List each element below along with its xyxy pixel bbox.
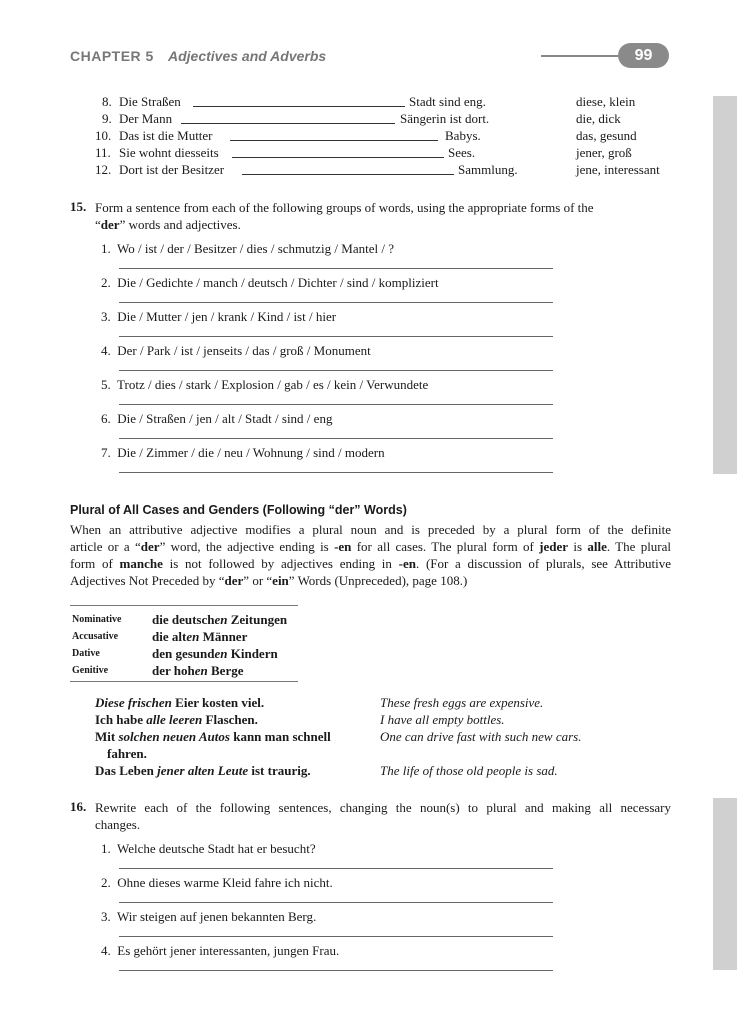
- exercise-item: 4. Es gehört jener interessanten, jungen Frau.: [101, 943, 340, 958]
- fill-blank-item: 9. Der Mann Sängerin ist dort. die, dick: [102, 111, 621, 126]
- answer-line[interactable]: [119, 936, 553, 937]
- exercise-item: 2. Ohne dieses warme Kleid fahre ich nicht.: [101, 875, 333, 890]
- answer-line[interactable]: [119, 902, 553, 903]
- answer-line[interactable]: [119, 404, 553, 405]
- exercise-item: 4. Der / Park / ist / jenseits / das / groß / Monument: [101, 343, 371, 358]
- example-english: These fresh eggs are expensive.: [380, 695, 544, 710]
- answer-line[interactable]: [119, 472, 553, 473]
- example-english: One can drive fast with such new cars.: [380, 729, 582, 744]
- fill-blank-item: 10. Das ist die Mutter Babys. das, gesund: [95, 128, 637, 143]
- blank-line[interactable]: [193, 106, 405, 107]
- fill-blank-item: 12. Dort ist der Besitzer Sammlung. jene, interessant: [95, 162, 660, 177]
- exercise-item: 2. Die / Gedichte / manch / deutsch / Dichter / sind / kompliziert: [101, 275, 439, 290]
- example-german: Diese frischen Eier kosten viel.: [95, 695, 265, 710]
- exercise-item: 5. Trotz / dies / stark / Explosion / gab / es / kein / Verwundete: [101, 377, 429, 392]
- answer-line[interactable]: [119, 970, 553, 971]
- exercise-15-instruction: Form a sentence from each of the following groups of words, using the appropriate forms of the “der” words and adjectives.: [95, 200, 594, 232]
- answer-line[interactable]: [119, 336, 553, 337]
- table-rule-top: [70, 605, 298, 606]
- blank-line[interactable]: [242, 174, 454, 175]
- example-german: Mit solchen neuen Autos kann man schnell: [95, 729, 331, 744]
- exercise-item: 1. Welche deutsche Stadt hat er besucht?: [101, 841, 316, 856]
- blank-line[interactable]: [232, 157, 444, 158]
- exercise-16-instruction: Rewrite each of the following sentences, changing the noun(s) to plural and making all necessary changes.: [95, 800, 671, 832]
- side-tab-top: [713, 96, 737, 474]
- answer-line[interactable]: [119, 370, 553, 371]
- example-german: Ich habe alle leeren Flaschen.: [95, 712, 258, 727]
- example-german-continued: fahren.: [107, 746, 147, 761]
- answer-line[interactable]: [119, 868, 553, 869]
- exercise-15-number: 15.: [70, 199, 87, 214]
- exercise-item: 3. Wir steigen auf jenen bekannten Berg.: [101, 909, 317, 924]
- fill-blank-item: 11. Sie wohnt diesseits Sees. jener, groß: [95, 145, 632, 160]
- exercise-item: 3. Die / Mutter / jen / krank / Kind / ist / hier: [101, 309, 337, 324]
- section-paragraph: When an attributive adjective modifies a plural noun and is preceded by a plural form of the definite article or a “der” word, the adjective ending is -en for all cases. The plural form of jeder is alle. The plural form of manche is not followed by adjectives ending in -en. (For a discussion of plurals, see Attributive Adjectives Not Preceded by “der” or “ein” Words (Unpreceded), page 108.): [70, 522, 672, 588]
- exercise-item: 1. Wo / ist / der / Besitzer / dies / schmutzig / Mantel / ?: [101, 241, 394, 256]
- table-rule-bottom: [70, 681, 298, 682]
- answer-line[interactable]: [119, 268, 553, 269]
- exercise-16-number: 16.: [70, 799, 87, 814]
- page-number: 99: [634, 47, 653, 64]
- chapter-label: CHAPTER 5: [70, 48, 154, 64]
- example-english: The life of those old people is sad.: [380, 763, 558, 778]
- answer-line[interactable]: [119, 302, 553, 303]
- exercise-item: 6. Die / Straßen / jen / alt / Stadt / sind / eng: [101, 411, 333, 426]
- section-heading: Plural of All Cases and Genders (Following “der” Words): [70, 503, 407, 517]
- exercise-item: 7. Die / Zimmer / die / neu / Wohnung / sind / modern: [101, 445, 385, 460]
- fill-blank-item: 8. Die Straßen Stadt sind eng. diese, klein: [102, 94, 636, 109]
- blank-line[interactable]: [230, 140, 438, 141]
- example-english: I have all empty bottles.: [380, 712, 505, 727]
- page-number-badge: [618, 43, 669, 68]
- answer-line[interactable]: [119, 438, 553, 439]
- blank-line[interactable]: [181, 123, 395, 124]
- chapter-title: Adjectives and Adverbs: [168, 48, 327, 64]
- side-tab-bottom: [713, 798, 737, 970]
- example-german: Das Leben jener alten Leute ist traurig.: [95, 763, 311, 778]
